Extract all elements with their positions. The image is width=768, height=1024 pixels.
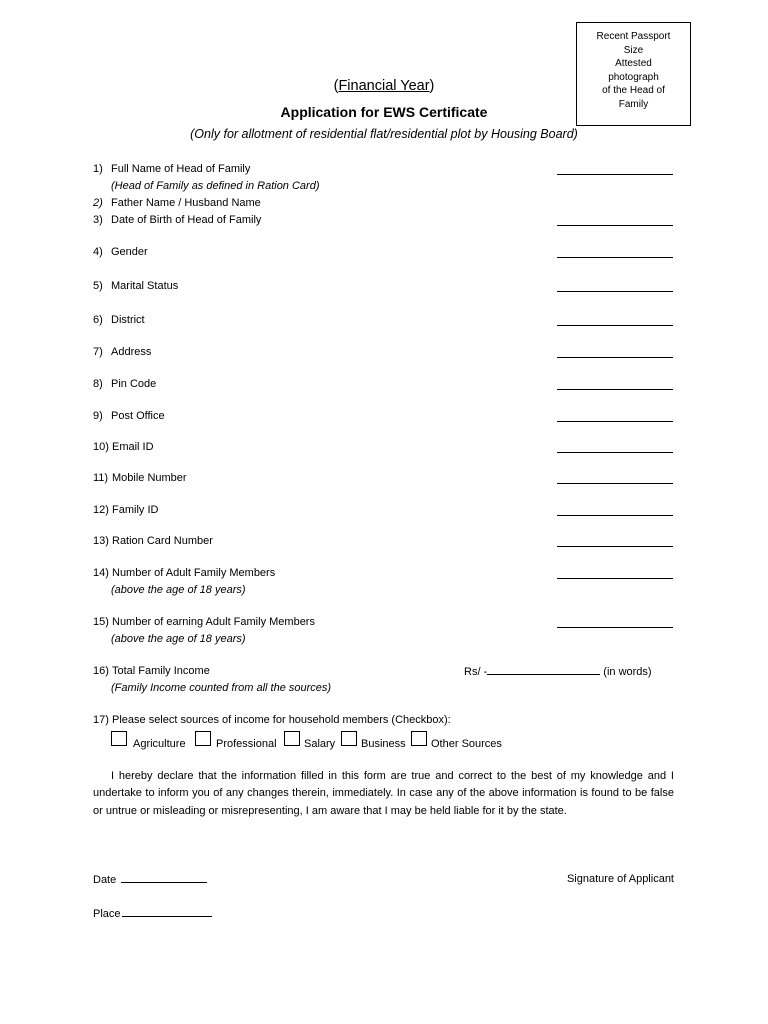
photo-box-line: Recent Passport bbox=[596, 31, 671, 42]
income-prefix: Rs/ - bbox=[464, 666, 488, 678]
adult-members-input-line[interactable] bbox=[557, 578, 673, 579]
place-field bbox=[93, 907, 212, 920]
field-number: 10) bbox=[93, 441, 109, 453]
photo-box-line: of the Head of bbox=[602, 85, 665, 96]
field-note-earning-members: (above the age of 18 years) bbox=[111, 633, 246, 645]
field-number: 8) bbox=[93, 378, 103, 390]
field-label-mobile: Mobile Number bbox=[112, 472, 187, 484]
field-label-family-id: Family ID bbox=[112, 504, 159, 516]
field-label-income-sources: Please select sources of income for household members (Checkbox): bbox=[112, 714, 451, 726]
field-number: 16) bbox=[93, 665, 109, 677]
marital-status-input-line[interactable] bbox=[557, 291, 673, 292]
field-label-address: Address bbox=[111, 346, 152, 358]
field-note-adult-members: (above the age of 18 years) bbox=[111, 584, 246, 596]
field-number: 1) bbox=[93, 163, 103, 175]
income-suffix: (in words) bbox=[603, 666, 652, 678]
field-label-family-income: Total Family Income bbox=[112, 665, 210, 677]
field-note-family-income: (Family Income counted from all the sources) bbox=[111, 682, 332, 694]
agriculture-checkbox[interactable] bbox=[111, 731, 127, 746]
checkbox-label-professional: Professional bbox=[216, 738, 277, 750]
close-paren: ) bbox=[429, 78, 435, 94]
other-sources-checkbox[interactable] bbox=[411, 731, 427, 746]
place-input-line[interactable] bbox=[122, 907, 212, 917]
date-field bbox=[93, 873, 207, 886]
photo-box-line: Attested bbox=[615, 58, 652, 69]
field-label-pin-code: Pin Code bbox=[111, 378, 157, 390]
family-id-input-line[interactable] bbox=[557, 515, 673, 516]
field-label-earning-members: Number of earning Adult Family Members bbox=[112, 616, 315, 628]
date-input-line[interactable] bbox=[121, 873, 207, 883]
photo-box-line: Family bbox=[618, 98, 649, 110]
email-input-line[interactable] bbox=[557, 452, 673, 453]
full-name-input-line[interactable] bbox=[557, 174, 673, 175]
field-number: 9) bbox=[93, 410, 103, 422]
field-number: 6) bbox=[93, 314, 103, 326]
checkbox-label-other-sources: Other Sources bbox=[431, 738, 502, 750]
field-number: 3) bbox=[93, 214, 103, 226]
earning-members-input-line[interactable] bbox=[557, 627, 673, 628]
place-label: Place bbox=[93, 908, 121, 920]
open-paren: ( bbox=[333, 78, 339, 94]
business-checkbox[interactable] bbox=[341, 731, 357, 746]
field-label-gender: Gender bbox=[111, 246, 148, 258]
field-number: 11) bbox=[93, 472, 109, 484]
photo-box-line: Size bbox=[623, 44, 644, 56]
mobile-input-line[interactable] bbox=[557, 483, 673, 484]
field-number: 5) bbox=[93, 280, 103, 292]
field-label-marital-status: Marital Status bbox=[111, 280, 179, 292]
field-number: 7) bbox=[93, 346, 103, 358]
signature-label: Signature of Applicant bbox=[566, 873, 674, 885]
dob-input-line[interactable] bbox=[557, 225, 673, 226]
district-input-line[interactable] bbox=[557, 325, 673, 326]
field-number: 17) bbox=[93, 714, 109, 726]
field-number: 12) bbox=[93, 504, 109, 516]
field-number: 2) bbox=[93, 197, 103, 209]
ration-card-input-line[interactable] bbox=[557, 546, 673, 547]
date-label: Date bbox=[93, 874, 117, 886]
field-label-email: Email ID bbox=[112, 441, 154, 453]
financial-year-heading bbox=[0, 78, 768, 94]
checkbox-label-agriculture: Agriculture bbox=[133, 738, 186, 750]
financial-year-label: Financial Year bbox=[338, 78, 430, 94]
field-note-full-name: (Head of Family as defined in Ration Card) bbox=[111, 180, 320, 192]
field-number: 14) bbox=[93, 567, 109, 579]
salary-checkbox[interactable] bbox=[284, 731, 300, 746]
field-number: 4) bbox=[93, 246, 103, 258]
photo-box-line: photograph bbox=[608, 71, 659, 83]
field-label-ration-card: Ration Card Number bbox=[112, 535, 213, 547]
page-title: Application for EWS Certificate bbox=[280, 104, 488, 120]
pin-code-input-line[interactable] bbox=[557, 389, 673, 390]
income-input-line[interactable] bbox=[487, 665, 600, 675]
field-label-father-name: Father Name / Husband Name bbox=[111, 197, 261, 209]
declaration-paragraph: I hereby declare that the information filled in this form are true and correct to the best of my knowledge and I undertake to inform you of any changes therein, immediately. In case any of the above information is found to be false or untrue or misleading or misrepresenting, I am aware that I may be held liable for it by the state. bbox=[93, 770, 674, 817]
professional-checkbox[interactable] bbox=[195, 731, 211, 746]
field-label-post-office: Post Office bbox=[111, 410, 165, 422]
address-input-line[interactable] bbox=[557, 357, 673, 358]
field-label-dob: Date of Birth of Head of Family bbox=[111, 214, 262, 226]
field-label-district: District bbox=[111, 314, 145, 326]
field-label-full-name: Full Name of Head of Family bbox=[111, 163, 251, 175]
post-office-input-line[interactable] bbox=[557, 421, 673, 422]
checkbox-label-business: Business bbox=[361, 738, 406, 750]
page-subtitle: (Only for allotment of residential flat/residential plot by Housing Board) bbox=[190, 127, 578, 141]
gender-input-line[interactable] bbox=[557, 257, 673, 258]
field-number: 13) bbox=[93, 535, 109, 547]
declaration-text bbox=[93, 768, 674, 820]
family-income-entry bbox=[464, 665, 652, 678]
checkbox-label-salary: Salary bbox=[304, 738, 336, 750]
field-number: 15) bbox=[93, 616, 109, 628]
field-label-adult-members: Number of Adult Family Members bbox=[112, 567, 276, 579]
